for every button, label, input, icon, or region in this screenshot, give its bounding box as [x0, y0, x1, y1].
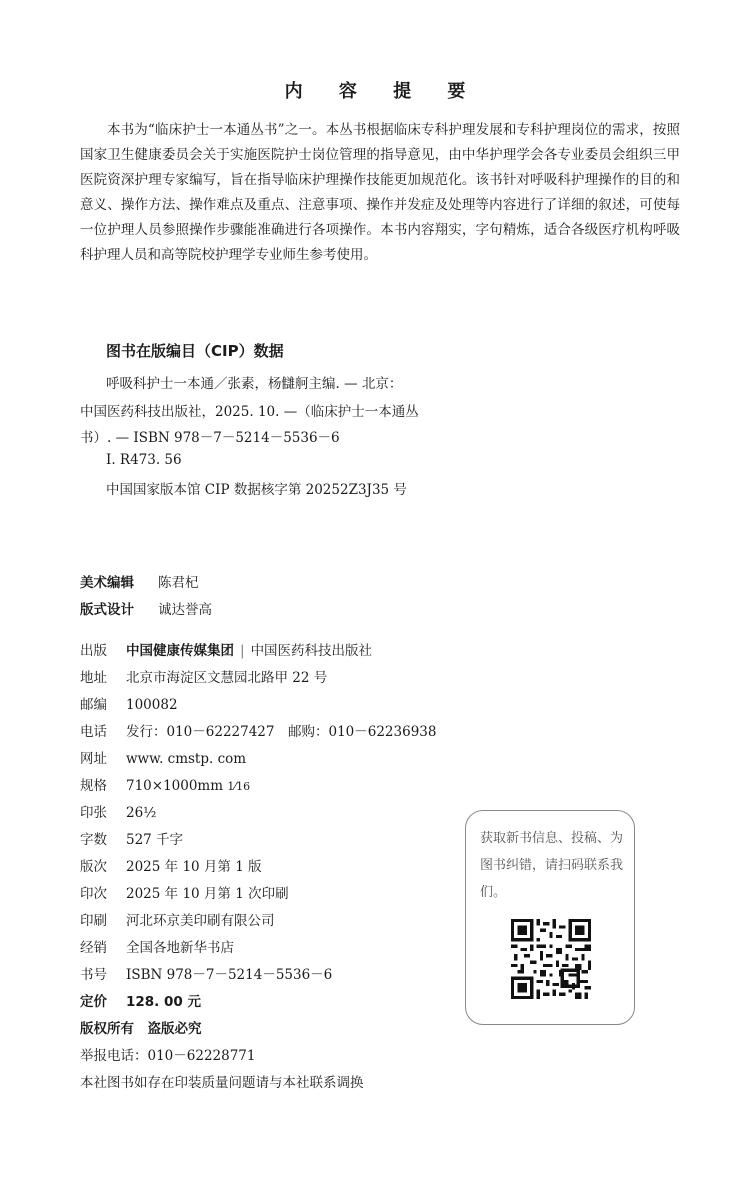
- copyright-label: 版权所有: [80, 1021, 134, 1037]
- sheets-label: 印张: [80, 805, 107, 821]
- layout-design-row: [80, 598, 212, 618]
- website-value: www. cmstp. com: [126, 751, 247, 767]
- address-row: [80, 666, 327, 686]
- isbn-row: [80, 963, 332, 983]
- address-value: 北京市海淀区文慧园北路甲 22 号: [126, 670, 328, 686]
- cip-classification: Ⅰ. R473. 56: [106, 452, 182, 468]
- cip-line: 书）. — ISBN 978－7－5214－5536－6: [80, 430, 340, 446]
- isbn-label: 书号: [80, 967, 107, 983]
- website-row: [80, 747, 246, 767]
- postcode-value: 100082: [126, 697, 178, 713]
- distributor-label: 经销: [80, 940, 107, 956]
- postcode-label: 邮编: [80, 697, 107, 713]
- printer-value: 河北环京美印刷有限公司: [126, 913, 275, 929]
- quality-notice: 本社图书如存在印装质量问题请与本社联系调换: [80, 1075, 364, 1091]
- page-title: 内 容 提 要: [284, 81, 481, 102]
- phone-value: 发行：010－62227427 邮购：010－62236938: [126, 724, 437, 740]
- format-value: 710×1000mm: [126, 778, 224, 794]
- price-value: 128. 00 元: [126, 994, 201, 1010]
- qr-code-icon: [511, 919, 591, 999]
- phone-row: [80, 720, 436, 740]
- price-row: [80, 990, 201, 1010]
- distributor-value: 全国各地新华书店: [126, 940, 234, 956]
- art-editor-row: [80, 571, 199, 591]
- copyright-value: 盗版必究: [147, 1021, 202, 1037]
- content-summary: 本书为“临床护士一本通丛书”之一。本丛书根据临床专科护理发展和专科护理岗位的需求，按照国家卫生健康委员会关于实施医院护士岗位管理的指导意见，由中华护理学会各专业委员会组织三甲医院资深护理专家编写，旨在指导临床护理操作技能更加规范化。该书针对呼吸科护理操作的目的和意义、操作方法、操作难点及重点、注意事项、操作并发症及处理等内容进行了详细的叙述，可使每一位护理人员参照操作步骤能准确进行各项操作。本书内容翔实，字句精炼，适合各级医疗机构呼吸科护理人员和高等院校护理学专业师生参考使用。: [80, 122, 680, 263]
- cip-heading: 图书在版编目（CIP）数据: [106, 342, 284, 360]
- layout-design-value: 诚达誉高: [158, 602, 212, 618]
- publisher-label: 出版: [80, 643, 107, 659]
- report-phone: 举报电话：010－62228771: [80, 1048, 256, 1064]
- cip-record-number: 中国国家版本馆 CIP 数据核字第 20252Z3J35 号: [106, 482, 407, 498]
- edition-label: 版次: [80, 859, 107, 875]
- publisher-group: 中国健康传媒集团: [126, 643, 234, 659]
- publisher-name: 中国医药科技出版社: [250, 643, 373, 659]
- qr-contact-box: [465, 810, 635, 1025]
- cip-line: 呼吸科护士一本通／张素，杨讎舸主编. — 北京：: [106, 376, 403, 392]
- publisher-separator: |: [240, 643, 245, 659]
- sheets-row: [80, 801, 156, 821]
- qr-instruction: 获取新书信息、投稿、为图书纠错，请扫码联系我们。: [480, 831, 624, 900]
- layout-design-label: 版式设计: [80, 602, 134, 618]
- edition-value: 2025 年 10 月第 1 版: [126, 859, 262, 875]
- address-label: 地址: [80, 670, 107, 686]
- publisher-row: [80, 639, 372, 659]
- format-label: 规格: [80, 778, 107, 794]
- website-label: 网址: [80, 751, 107, 767]
- printer-label: 印刷: [80, 913, 107, 929]
- postcode-row: [80, 693, 178, 713]
- sheets-fraction: ½: [143, 805, 157, 821]
- phone-label: 电话: [80, 724, 107, 740]
- printing-row: [80, 882, 289, 902]
- word-count-label: 字数: [80, 832, 107, 848]
- word-count-row: [80, 828, 183, 848]
- format-fraction: 1⁄16: [227, 780, 251, 793]
- art-editor-label: 美术编辑: [80, 575, 134, 591]
- cip-line: 中国医药科技出版社，2025. 10. —（临床护士一本通丛: [80, 404, 419, 420]
- art-editor-value: 陈君杞: [158, 575, 199, 591]
- format-row: [80, 774, 250, 794]
- isbn-value: ISBN 978－7－5214－5536－6: [126, 967, 333, 983]
- distributor-row: [80, 936, 234, 956]
- word-count-value: 527 千字: [126, 832, 184, 848]
- edition-row: [80, 855, 262, 875]
- printer-row: [80, 909, 275, 929]
- printing-label: 印次: [80, 886, 107, 902]
- sheets-value: 26: [126, 805, 144, 821]
- printing-value: 2025 年 10 月第 1 次印刷: [126, 886, 289, 902]
- copyright-row: [80, 1017, 202, 1037]
- price-label: 定价: [80, 994, 107, 1010]
